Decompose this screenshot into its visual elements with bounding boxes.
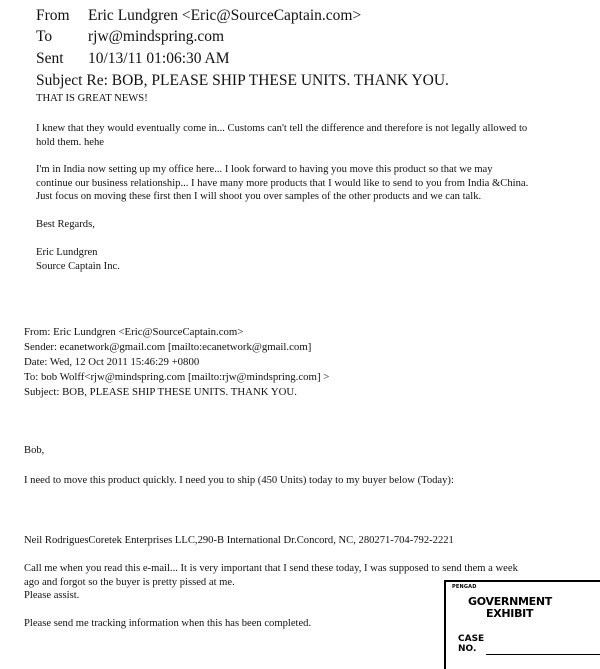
reply-paragraph-1: I knew that they would eventually come in... Customs can't tell the difference and therefore is not legally allowed to hold them. hehe	[36, 123, 528, 148]
header-subject-row	[36, 72, 449, 90]
stamp-exhibit-text: EXHIBIT	[486, 607, 534, 620]
subject-label: Subject	[36, 72, 83, 89]
sent-label: Sent	[36, 50, 64, 67]
forwarded-to: To: bob Wolff<rjw@mindspring.com [mailto:rjw@mindspring.com] >	[24, 371, 330, 383]
to-value: rjw@mindspring.com	[88, 28, 225, 45]
government-exhibit-stamp	[444, 580, 600, 669]
header-from-row	[36, 7, 361, 25]
forwarded-from: From: Eric Lundgren <Eric@SourceCaptain.com>	[24, 326, 244, 338]
forwarded-sender: Sender: ecanetwork@gmail.com [mailto:ecanetwork@gmail.com]	[24, 341, 312, 353]
stamp-case-label: CASE NO.	[458, 634, 485, 654]
forwarded-subject: Subject: BOB, PLEASE SHIP THESE UNITS. THANK YOU.	[24, 386, 297, 398]
signature-name: Eric Lundgren	[36, 247, 98, 258]
to-label: To	[36, 28, 53, 45]
header-sent-row	[36, 50, 230, 68]
reply-headline: THAT IS GREAT NEWS!	[36, 93, 148, 104]
original-paragraph-3: Please send me tracking information when this has been completed.	[24, 618, 312, 629]
forwarded-date: Date: Wed, 12 Oct 2011 15:46:29 +0800	[24, 356, 200, 368]
signature-company: Source Captain Inc.	[36, 261, 120, 272]
reply-paragraph-2: I'm in India now setting up my office here... I look forward to having you move this product so that we may continue our business relationship... I have many more products that I would like to send to you from India &China. Just focus on moving these first then I will shoot you over samples of the other products and we can talk.	[36, 164, 529, 202]
stamp-maker-label: PENGAD	[452, 584, 477, 590]
sent-value: 10/13/11 01:06:30 AM	[88, 50, 230, 67]
from-label: From	[36, 7, 70, 24]
original-paragraph-2: Call me when you read this e-mail... It is very important that I send these today, I was supposed to send them a week ago and forgot so the buyer is pretty pissed at me. Please assist.	[24, 563, 518, 601]
stamp-government-text: GOVERNMENT	[468, 595, 552, 608]
header-to-row	[36, 28, 224, 46]
original-greeting: Bob,	[24, 445, 45, 456]
original-address: Neil RodriguesCoretek Enterprises LLC,290-B International Dr.Concord, NC, 280271-704-792-2221	[24, 535, 454, 546]
original-paragraph-1: I need to move this product quickly. I need you to ship (450 Units) today to my buyer below (Today):	[24, 475, 454, 486]
subject-value: Re: BOB, PLEASE SHIP THESE UNITS. THANK YOU.	[86, 72, 449, 89]
stamp-case-rule	[486, 654, 600, 655]
from-value: Eric Lundgren <Eric@SourceCaptain.com>	[88, 7, 362, 24]
reply-regards: Best Regards,	[36, 219, 95, 230]
